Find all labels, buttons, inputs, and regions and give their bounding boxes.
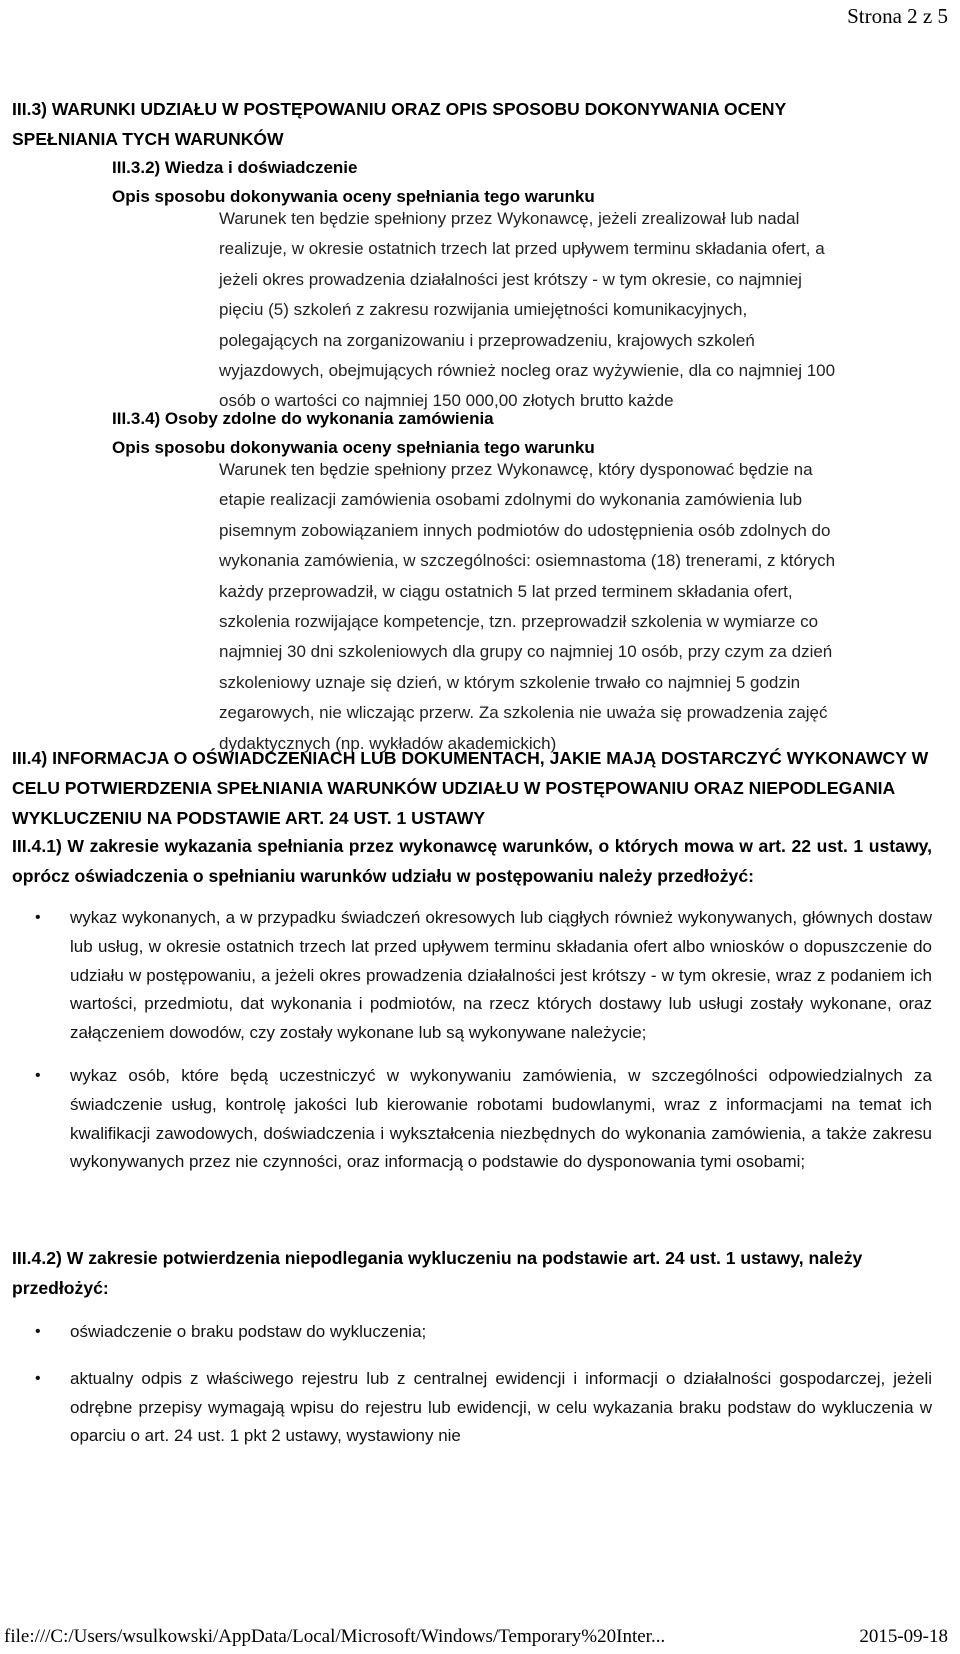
text-line: najmniej 30 dni szkoleniowych dla grupy co najmniej 10 osób, przy czym za dzień xyxy=(219,642,833,662)
list-item: • aktualny odpis z właściwego rejestru lub z centralnej ewidencji i informacji o działalności gospodarczej, jeżeli odrębne przepisy wymagają wpisu do rejestru lub ewidencji, w celu wykazania braku podstaw do wykluczenia w oparciu o art. 24 ust. 1 pkt 2 ustawy, wystawiony nie xyxy=(12,1365,932,1451)
page-number: Strona 2 z 5 xyxy=(847,4,948,28)
text-line: realizuje, w okresie ostatnich trzech lat przed upływem terminu składania ofert, a xyxy=(219,239,825,259)
text-line: polegających na zorganizowaniu i przeprowadzeniu, krajowych szkoleń xyxy=(219,330,755,350)
text-line: jeżeli okres prowadzenia działalności jest krótszy - w tym okresie, co najmniej xyxy=(219,269,802,289)
text-line: wykonania zamówienia, w szczególności: osiemnastoma (18) trenerami, z których xyxy=(219,551,836,571)
list-item: • wykaz osób, które będą uczestniczyć w wykonywaniu zamówienia, w szczególności odpowiedzialnych za świadczenie usług, kontrolę jakości lub kierowanie robotami budowlanymi, wraz z informacjami na temat ich kwalifikacji zawodowych, doświadczenia i wykształcenia niezbędnych do wykonania zamówienia, a także zakresu wykonywanych przez nie czynności, oraz informacją o podstawie do dysponowania tymi osobami; xyxy=(12,1062,932,1177)
subsection-3-3-4-title: III.3.4) Osoby zdolne do wykonania zamówienia xyxy=(112,409,494,428)
list-item: • wykaz wykonanych, a w przypadku świadczeń okresowych lub ciągłych również wykonywanych, głównych dostaw lub usług, w okresie ostatnich trzech lat przed upływem terminu składania ofert albo wniosków o dopuszczenie do udziału w postępowaniu, a jeżeli okres prowadzenia działalności jest krótszy - w tym okresie, wraz z podaniem ich wartości, przedmiotu, dat wykonania i podmiotów, na rzecz których dostawy lub usługi zostały wykonane, oraz załączeniem dowodów, czy zostały wykonane lub są wykonywane należycie; xyxy=(12,904,932,1048)
subsection-3-3-4-text xyxy=(219,455,835,759)
subsection-3-3-2-text xyxy=(219,204,835,417)
text-line: szkoleniowy uznaje się dzień, w którym szkolenie trwało co najmniej 5 godzin xyxy=(219,672,801,692)
text-line: pięciu (5) szkoleń z zakresu rozwijania umiejętności komunikacyjnych, xyxy=(219,300,748,320)
subsection-3-3-2-opis: Opis sposobu dokonywania oceny spełniania tego warunku xyxy=(112,187,595,206)
subsection-3-3-4-opis: Opis sposobu dokonywania oceny spełniania tego warunku xyxy=(112,438,595,457)
text-line: pisemnym zobowiązaniem innych podmiotów do udostępnienia osób zdolnych do xyxy=(219,520,831,540)
footer-date: 2015-09-18 xyxy=(859,1626,948,1647)
text-line: zegarowych, nie wliczając przerw. Za szkolenia nie uważa się prowadzenia zajęć xyxy=(219,703,828,723)
subsection-3-4-1-list xyxy=(12,904,932,1177)
text-line: Warunek ten będzie spełniony przez Wykonawcę, jeżeli zrealizował lub nadal xyxy=(219,209,800,228)
list-item: • oświadczenie o braku podstaw do wykluczenia; xyxy=(12,1318,932,1347)
text-line: każdy przeprowadził, w ciągu ostatnich 5 lat przed terminem składania ofert, xyxy=(219,581,793,601)
subsection-3-3-2-title: III.3.2) Wiedza i doświadczenie xyxy=(112,158,358,177)
subsection-3-4-2-heading: III.4.2) W zakresie potwierdzenia niepodlegania wykluczeniu na podstawie art. 24 ust. 1 ustawy, należy przedłożyć: xyxy=(12,1248,863,1298)
text-line: szkolenia rozwijające kompetencje, tzn. przeprowadził szkolenia w wymiarze co xyxy=(219,612,819,632)
text-line: wyjazdowych, obejmujących również nocleg oraz wyżywienie, dla co najmniej 100 xyxy=(219,361,836,381)
text-line: osób o wartości co najmniej 150 000,00 złotych brutto każde xyxy=(219,391,674,411)
text-line: etapie realizacji zamówienia osobami zdolnymi do wykonania zamówienia lub xyxy=(219,490,803,510)
footer-file-path: file:///C:/Users/wsulkowski/AppData/Local/Microsoft/Windows/Temporary%20Inter... xyxy=(4,1626,666,1647)
section-3-3-heading-line-1: III.3) WARUNKI UDZIAŁU W POSTĘPOWANIU ORAZ OPIS SPOSOBU DOKONYWANIA OCENY xyxy=(12,99,787,119)
subsection-3-4-1-heading: III.4.1) W zakresie wykazania spełniania przez wykonawcę warunków, o których mowa w art. 22 ust. 1 ustawy, oprócz oświadczenia o spełnianiu warunków udziału w postępowaniu należy przedłożyć: xyxy=(12,836,932,886)
section-3-4-heading: III.4) INFORMACJA O OŚWIADCZENIACH LUB DOKUMENTACH, JAKIE MAJĄ DOSTARCZYĆ WYKONAWCY W CELU POTWIERDZENIA SPEŁNIANIA WARUNKÓW UDZIAŁU W POSTĘPOWANIU ORAZ NIEPODLEGANIA WYKLUCZENIU NA PODSTAWIE ART. 24 UST. 1 USTAWY xyxy=(12,748,929,828)
section-3-3-heading-line-2: SPEŁNIANIA TYCH WARUNKÓW xyxy=(12,129,284,149)
text-line: Warunek ten będzie spełniony przez Wykonawcę, który dysponować będzie na xyxy=(219,460,813,479)
page-footer xyxy=(4,1626,948,1648)
subsection-3-4-2-list xyxy=(12,1318,932,1451)
text-line: dydaktycznych (np. wykładów akademickich) xyxy=(219,733,557,753)
